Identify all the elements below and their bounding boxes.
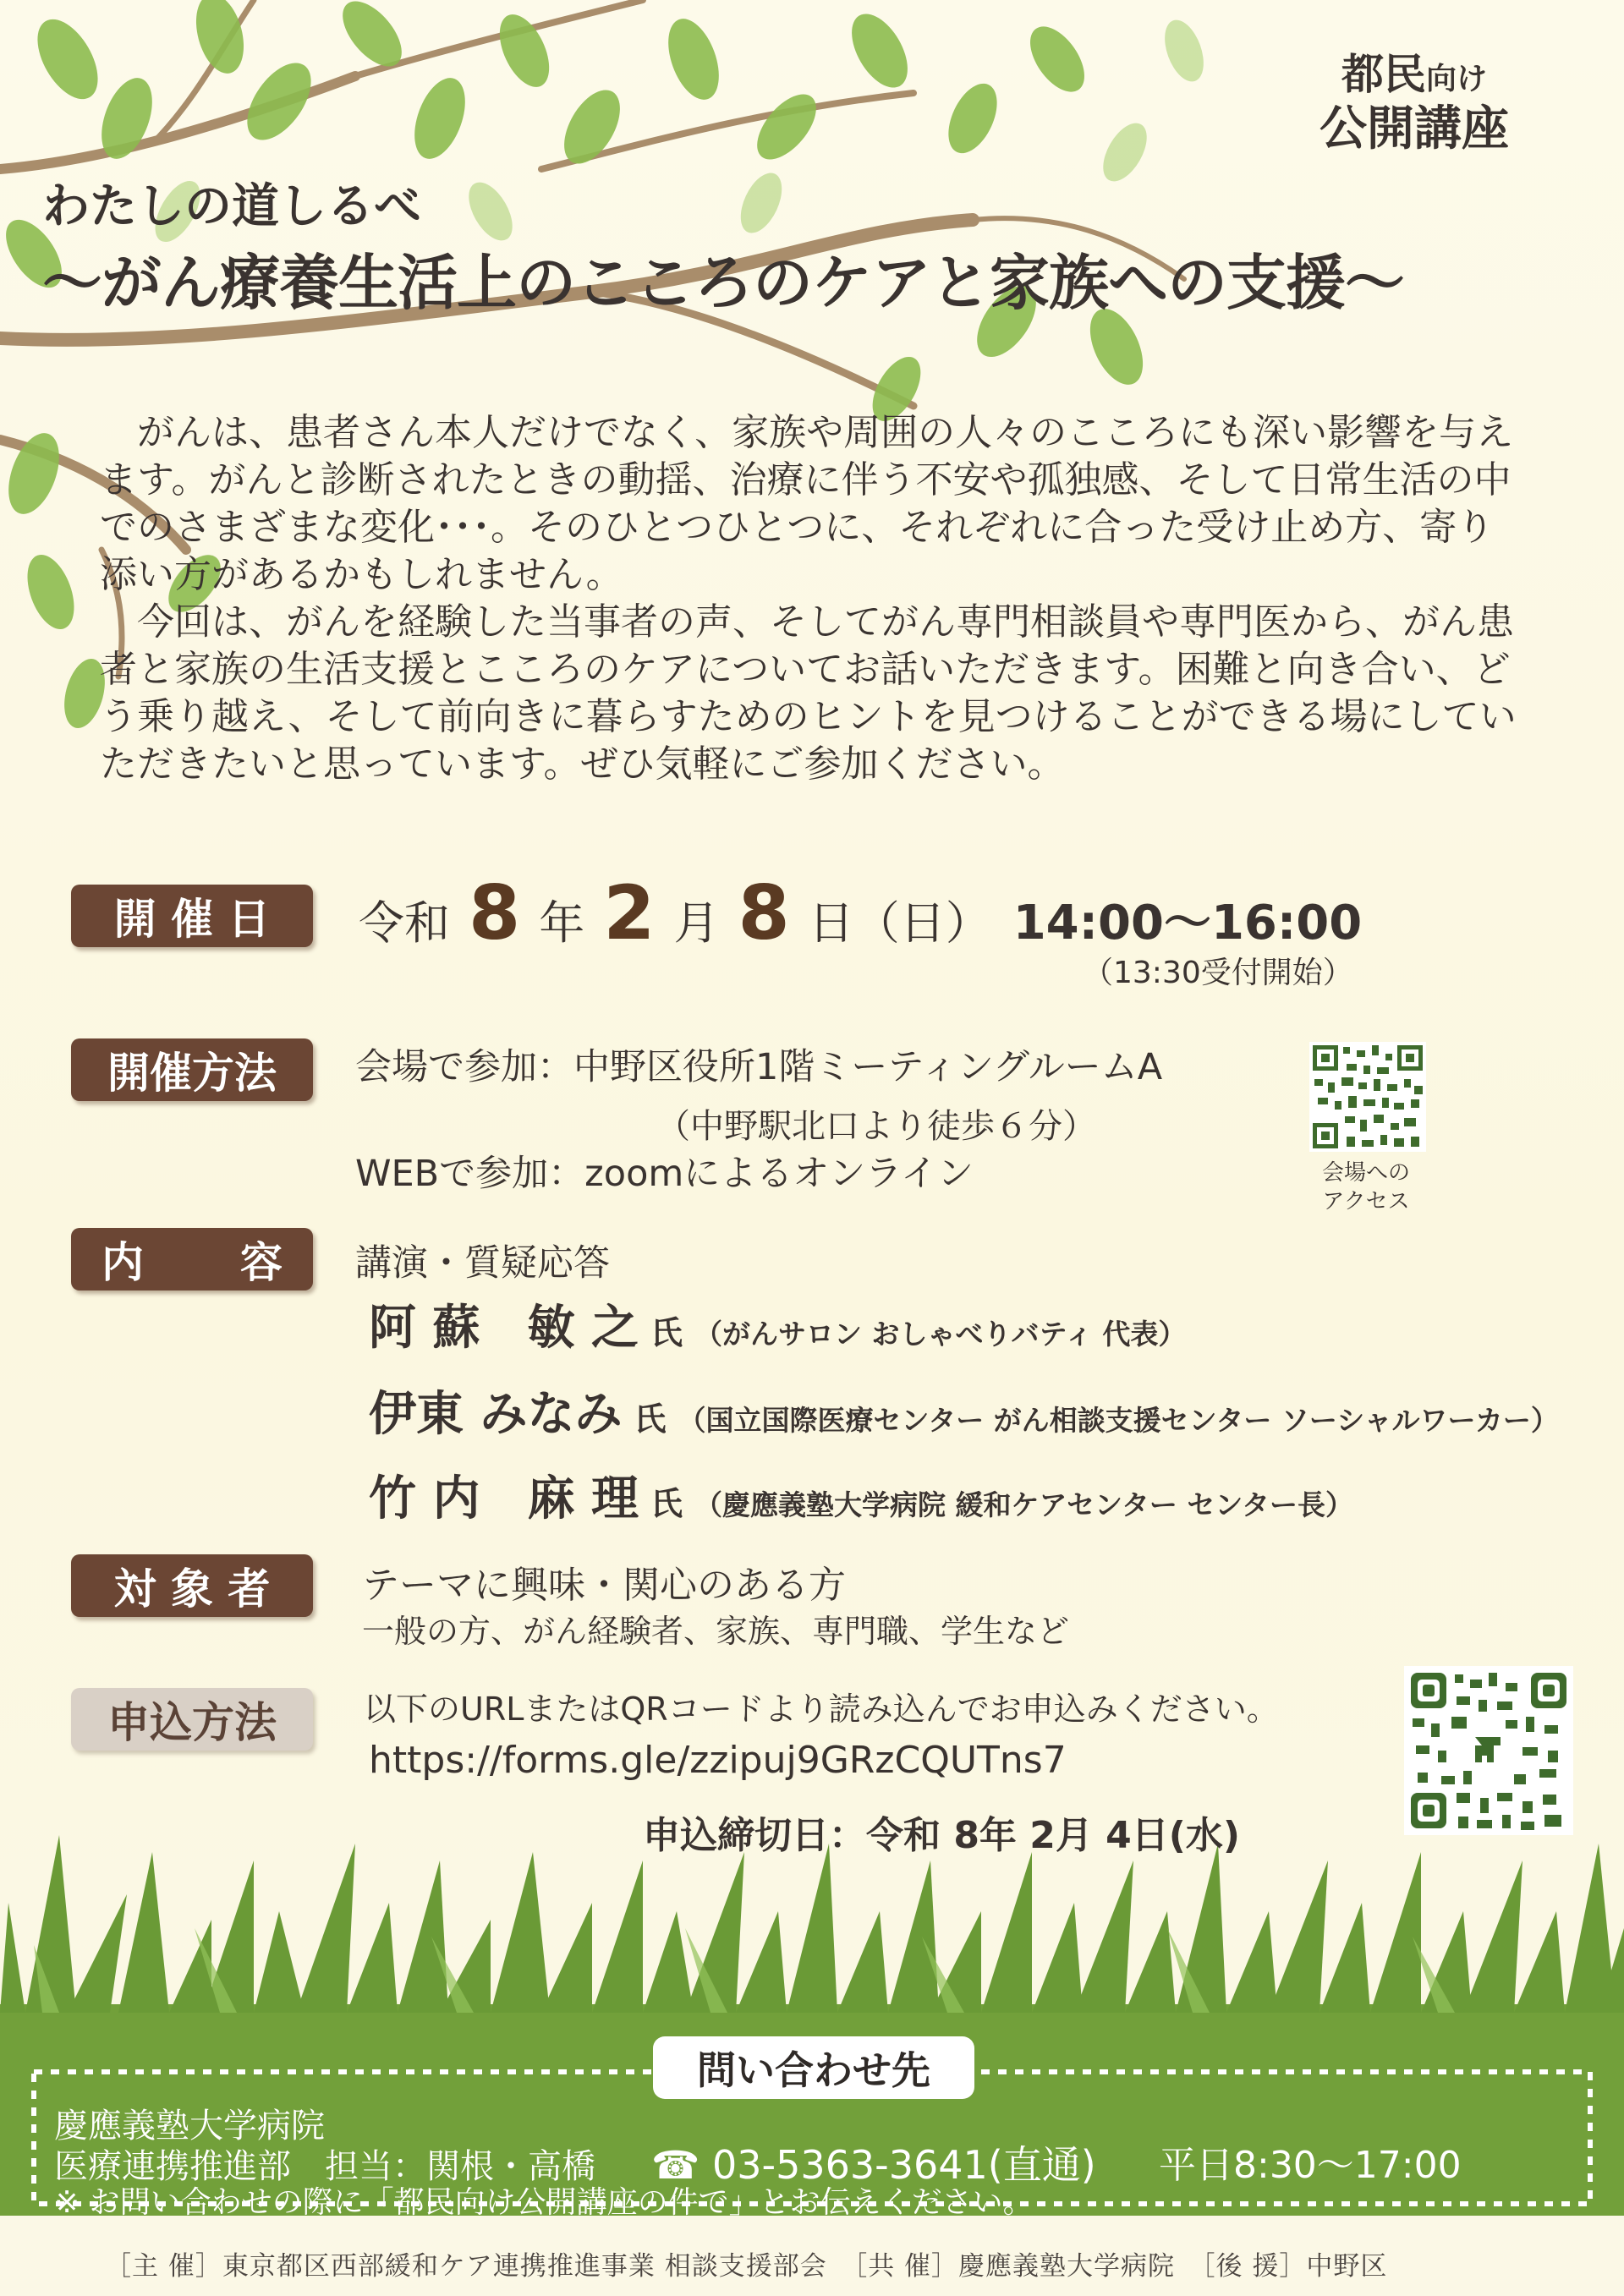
date-month: 2: [603, 869, 656, 956]
speaker-2: [369, 1377, 1559, 1444]
apply-url[interactable]: https://forms.gle/zzipuj9GRzCQUTns7: [369, 1739, 1067, 1782]
label-apply: 申込方法: [71, 1688, 313, 1751]
event-time: 14:00～16:00: [1012, 896, 1363, 951]
speaker-honorific: 氏: [634, 1400, 667, 1438]
contact-dept: 医療連携推進部 担当：関根・高橋: [54, 2147, 595, 2186]
badge-line2: 公開講座: [1320, 101, 1509, 156]
qr-caption-line2: アクセス: [1322, 1189, 1410, 1214]
speaker-role: （がんサロン おしゃべりバティ 代表）: [694, 1318, 1187, 1351]
apply-qr-code[interactable]: [1404, 1666, 1573, 1835]
sub-title: わたしの道しるべ: [42, 179, 421, 234]
date-weekday: （日）: [853, 896, 991, 950]
date-day-unit: 日: [808, 896, 854, 950]
label-content-a: 内: [102, 1238, 144, 1287]
venue-qr-code[interactable]: [1309, 1042, 1426, 1152]
label-date: 開 催 日: [71, 885, 313, 947]
date-year: 8: [469, 869, 521, 956]
reception-time: （13:30受付開始）: [1083, 956, 1353, 990]
speaker-honorific: 氏: [650, 1314, 683, 1351]
speaker-role: （慶應義塾大学病院 緩和ケアセンター センター長）: [694, 1488, 1354, 1521]
apply-instructions: 以下のURLまたはQRコードより読み込んでお申込みください。: [364, 1690, 1279, 1728]
venue-note: （中野駅北口より徒歩６分）: [656, 1107, 1096, 1146]
contact-note: ※ お問い合わせの際に「都民向け公開講座の件で」とお伝えください。: [54, 2185, 1034, 2220]
qr-caption: [1303, 1159, 1429, 1216]
qr-caption-line1: 会場への: [1321, 1160, 1410, 1186]
date-month-unit: 月: [673, 896, 720, 950]
contact-heading: 問い合わせ先: [653, 2036, 974, 2099]
contact-org: 慶應義塾大学病院: [54, 2107, 325, 2145]
event-date: [359, 869, 1362, 956]
apply-deadline: 申込締切日：令和 8年 2月 4日(水): [643, 1814, 1241, 1857]
venue-info: 会場で参加：中野区役所1階ミーティングルームA: [355, 1046, 1163, 1088]
contact-phone[interactable]: 03-5363-3641(直通): [711, 2142, 1096, 2188]
organizers-footer: ［主 催］東京都区西部緩和ケア連携推進事業 相談支援部会 ［共 催］慶應義塾大学病院 ［後 援］中野区: [105, 2251, 1388, 2282]
label-method: 開催方法: [71, 1038, 313, 1101]
audience-badge: [1287, 49, 1541, 158]
speaker-3: [369, 1461, 1353, 1529]
date-year-unit: 年: [539, 896, 585, 950]
intro-paragraph-2: 今回は、がんを経験した当事者の声、そしてがん専門相談員や専門医から、がん患者と家族の生活支援とこころのケアについてお話いただきます。困難と向き合い、どう乗り越え、そして前向きに暮らすためのヒントを見つけることができる場にしていただきたいと思っています。ぜひ気軽にご参加ください。: [100, 600, 1517, 786]
speaker-role: （国立国際医療センター がん相談支援センター ソーシャルワーカー）: [678, 1404, 1559, 1437]
intro-paragraph-1: がんは、患者さん本人だけでなく、家族や周囲の人々のこころにも深い影響を与えます。がんと診断されたときの動揺、治療に伴う不安や孤独感、そして日常生活の中でのさまざまな変化･･･。そのひとつひとつに、それぞれに合った受け止め方、寄り添い方があるかもしれません。: [100, 411, 1514, 596]
intro-text: [100, 409, 1529, 788]
phone-icon: ☎: [651, 2142, 700, 2188]
speaker-name: 竹 内 麻 理: [369, 1471, 639, 1526]
badge-small: 向け: [1425, 62, 1487, 96]
speaker-name: 阿 蘇 敏 之: [369, 1301, 639, 1356]
web-info: WEBで参加：zoomによるオンライン: [355, 1153, 974, 1195]
speaker-1: [369, 1290, 1186, 1358]
label-content: [71, 1228, 313, 1290]
date-era: 令和: [359, 896, 450, 950]
speaker-name: 伊東 みなみ: [369, 1387, 623, 1442]
label-target: 対 象 者: [71, 1554, 313, 1617]
badge-main: 都民: [1341, 50, 1426, 99]
target-main: テーマに興味・関心のある方: [362, 1564, 846, 1607]
target-detail: 一般の方、がん経験者、家族、専門職、学生など: [362, 1613, 1070, 1650]
date-day: 8: [738, 869, 790, 956]
page-title: ～がん療養生活上のこころのケアと家族への支援～: [42, 248, 1405, 318]
content-heading: 講演・質疑応答: [355, 1242, 610, 1285]
speaker-honorific: 氏: [650, 1485, 683, 1522]
label-content-b: 容: [240, 1238, 283, 1287]
contact-hours: 平日8:30～17:00: [1159, 2144, 1462, 2187]
